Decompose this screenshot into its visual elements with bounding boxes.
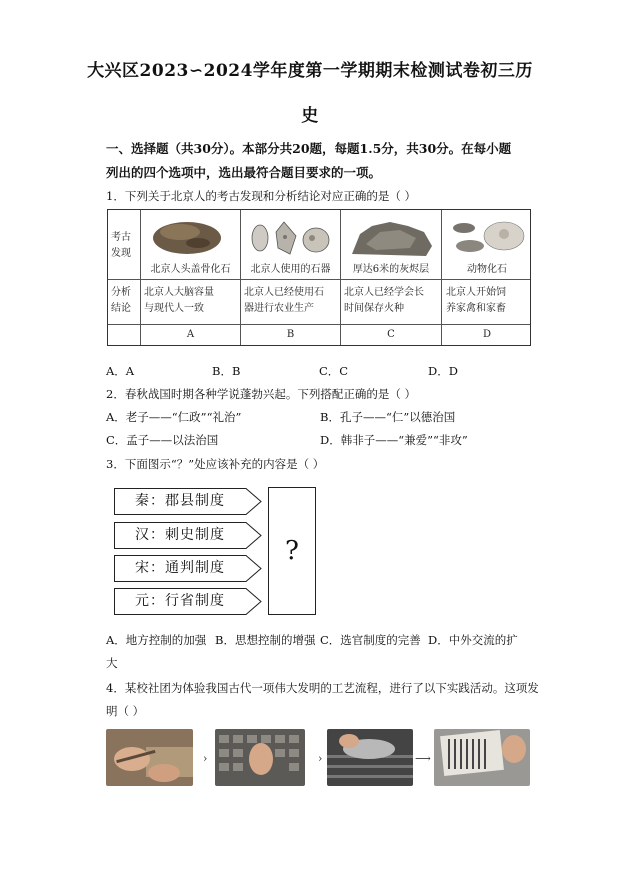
q2-option-b[interactable]: B．孔子——“仁”以德治国 xyxy=(320,410,456,424)
stone-tools-image xyxy=(244,218,336,258)
q3-option-d[interactable]: D．中外交流的扩 xyxy=(428,633,518,647)
diagram-question-box: ? xyxy=(268,487,316,615)
discovery-c: 厚达6米的灰烬层 xyxy=(352,264,430,275)
process-separator-3: ⟶ xyxy=(415,752,431,765)
row-header-discovery: 考古 发现 xyxy=(111,232,131,259)
q3-option-d-wrap: 大 xyxy=(106,656,118,670)
q3-option-b[interactable]: B．思想控制的增强 xyxy=(215,633,316,647)
q2-option-d[interactable]: D．韩非子——“兼爱”“非攻” xyxy=(320,433,468,447)
conclusion-b: 北京人已经使用石 器进行农业生产 xyxy=(244,287,324,314)
diagram-item-song: 宋：通判制度 xyxy=(114,555,262,582)
q3-option-a[interactable]: A．地方控制的加强 xyxy=(106,633,207,647)
q1-option-b[interactable]: B．B xyxy=(212,364,241,378)
q1-option-c[interactable]: C．C xyxy=(319,364,349,378)
conclusion-d: 北京人开始饲 养家禽和家畜 xyxy=(446,287,506,314)
diagram-item-qin: 秦：郡县制度 xyxy=(114,488,262,515)
column-letter-d: D xyxy=(482,329,492,340)
discovery-d: 动物化石 xyxy=(467,264,507,275)
question-1-stem: 1．下列关于北京人的考古发现和分析结论对应正确的是（ ） xyxy=(106,189,416,203)
question-4-stem-line1: 4．某校社团为体验我国古代一项伟大发明的工艺流程，进行了以下实践活动。这项发 xyxy=(106,681,539,695)
question-1-table xyxy=(107,209,531,346)
q1-option-a[interactable]: A．A xyxy=(106,364,135,378)
section-heading-line2: 列出的四个选项中，选出最符合题目要求的一项。 xyxy=(106,165,382,180)
printing-photo xyxy=(434,729,530,786)
q3-option-c[interactable]: C．选官制度的完善 xyxy=(320,633,421,647)
animal-fossil-image xyxy=(446,214,528,258)
q2-option-c[interactable]: C．孟子——以法治国 xyxy=(106,433,219,447)
process-separator-1: › xyxy=(203,752,208,765)
question-2-stem: 2．春秋战国时期各种学说蓬勃兴起。下列搭配正确的是（ ） xyxy=(106,387,416,401)
column-letter-c: C xyxy=(387,329,395,340)
q2-option-a[interactable]: A．老子——“仁政”“礼治” xyxy=(106,410,242,424)
discovery-a: 北京人头盖骨化石 xyxy=(150,264,231,275)
q1-option-d[interactable]: D．D xyxy=(428,364,458,378)
column-letter-a: A xyxy=(186,329,195,340)
question-3-stem: 3．下面图示“？”处应该补充的内容是（ ） xyxy=(106,457,325,471)
ash-layer-image xyxy=(346,216,436,260)
discovery-b: 北京人使用的石器 xyxy=(250,264,331,275)
process-separator-2: › xyxy=(318,752,323,765)
conclusion-a: 北京人大脑容量 与现代人一致 xyxy=(144,287,214,314)
conclusion-c: 北京人已经学会长 时间保存火种 xyxy=(344,287,424,314)
page-title: 大兴区2023∽2024学年度第一学期期末检测试卷初三历 xyxy=(87,61,533,81)
type-setting-photo xyxy=(215,729,305,786)
page-title-continued: 史 xyxy=(301,106,319,126)
column-letter-b: B xyxy=(286,329,295,340)
skull-fossil-image xyxy=(150,216,224,256)
diagram-item-han: 汉：刺史制度 xyxy=(114,522,262,549)
question-4-stem-line2: 明（ ） xyxy=(106,704,145,718)
carving-photo xyxy=(106,729,193,786)
diagram-item-yuan: 元：行省制度 xyxy=(114,588,262,615)
section-heading-line1: 一、选择题（共30分）。本部分共20题，每题1.5分，共30分。在每小题 xyxy=(106,141,512,156)
inking-photo xyxy=(327,729,413,786)
row-header-conclusion: 分析 结论 xyxy=(111,287,131,314)
